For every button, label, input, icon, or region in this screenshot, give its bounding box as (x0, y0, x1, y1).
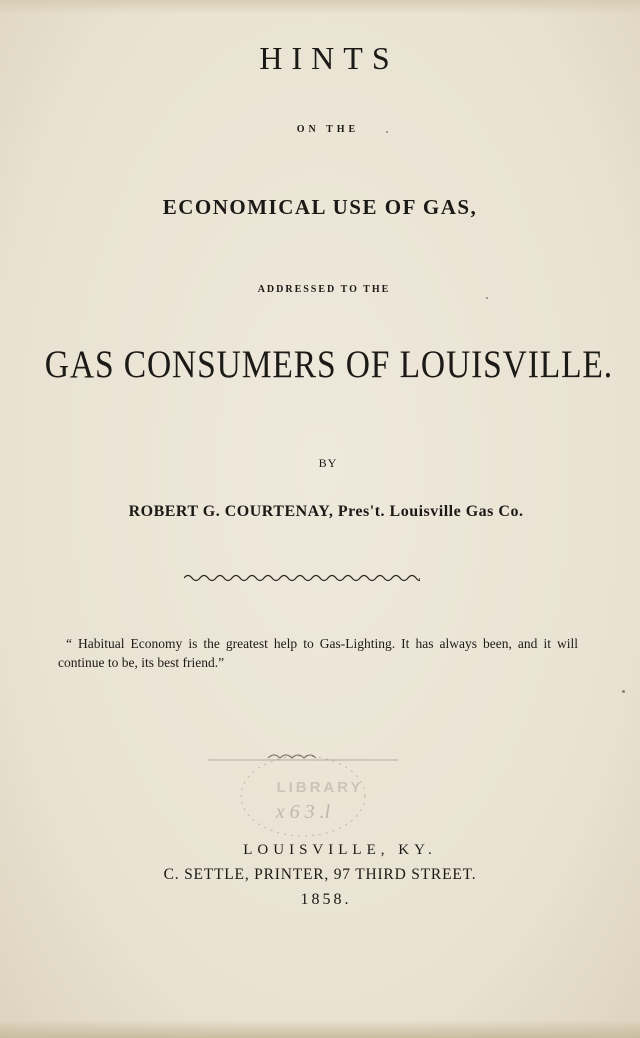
title-gas-consumers: GAS CONSUMERS OF LOUISVILLE. (44, 343, 614, 386)
title-addressed-to: ADDRESSED TO THE (257, 284, 391, 295)
byline-author: ROBERT G. COURTENAY, Pres't. Louisville Gas Co. (128, 503, 524, 520)
stamp-library-text: LIBRARY (276, 779, 364, 796)
epigraph-quote: “ Habitual Economy is the greatest help to Gas-Lighting. It has always been, and it will continue to be, its best friend.” (58, 636, 578, 670)
paper-edge-top (0, 0, 640, 14)
ink-speck (622, 690, 625, 693)
imprint-printer: C. SETTLE, PRINTER, 97 THIRD STREET. (163, 866, 477, 883)
title-economical-use: ECONOMICAL USE OF GAS, (162, 195, 478, 219)
paper-edge-bottom (0, 1020, 640, 1038)
svg-text:x 6 3 .l: x 6 3 .l (275, 801, 331, 823)
imprint-year: 1858. (300, 891, 352, 908)
imprint-city: LOUISVILLE, KY. (243, 842, 437, 858)
byline-by: BY (318, 456, 338, 470)
ink-speck (486, 297, 488, 299)
wavy-rule-ornament (184, 572, 420, 584)
title-on-the: ON THE (296, 124, 360, 135)
ink-speck (386, 131, 388, 133)
title-hints: HINTS (259, 40, 399, 76)
